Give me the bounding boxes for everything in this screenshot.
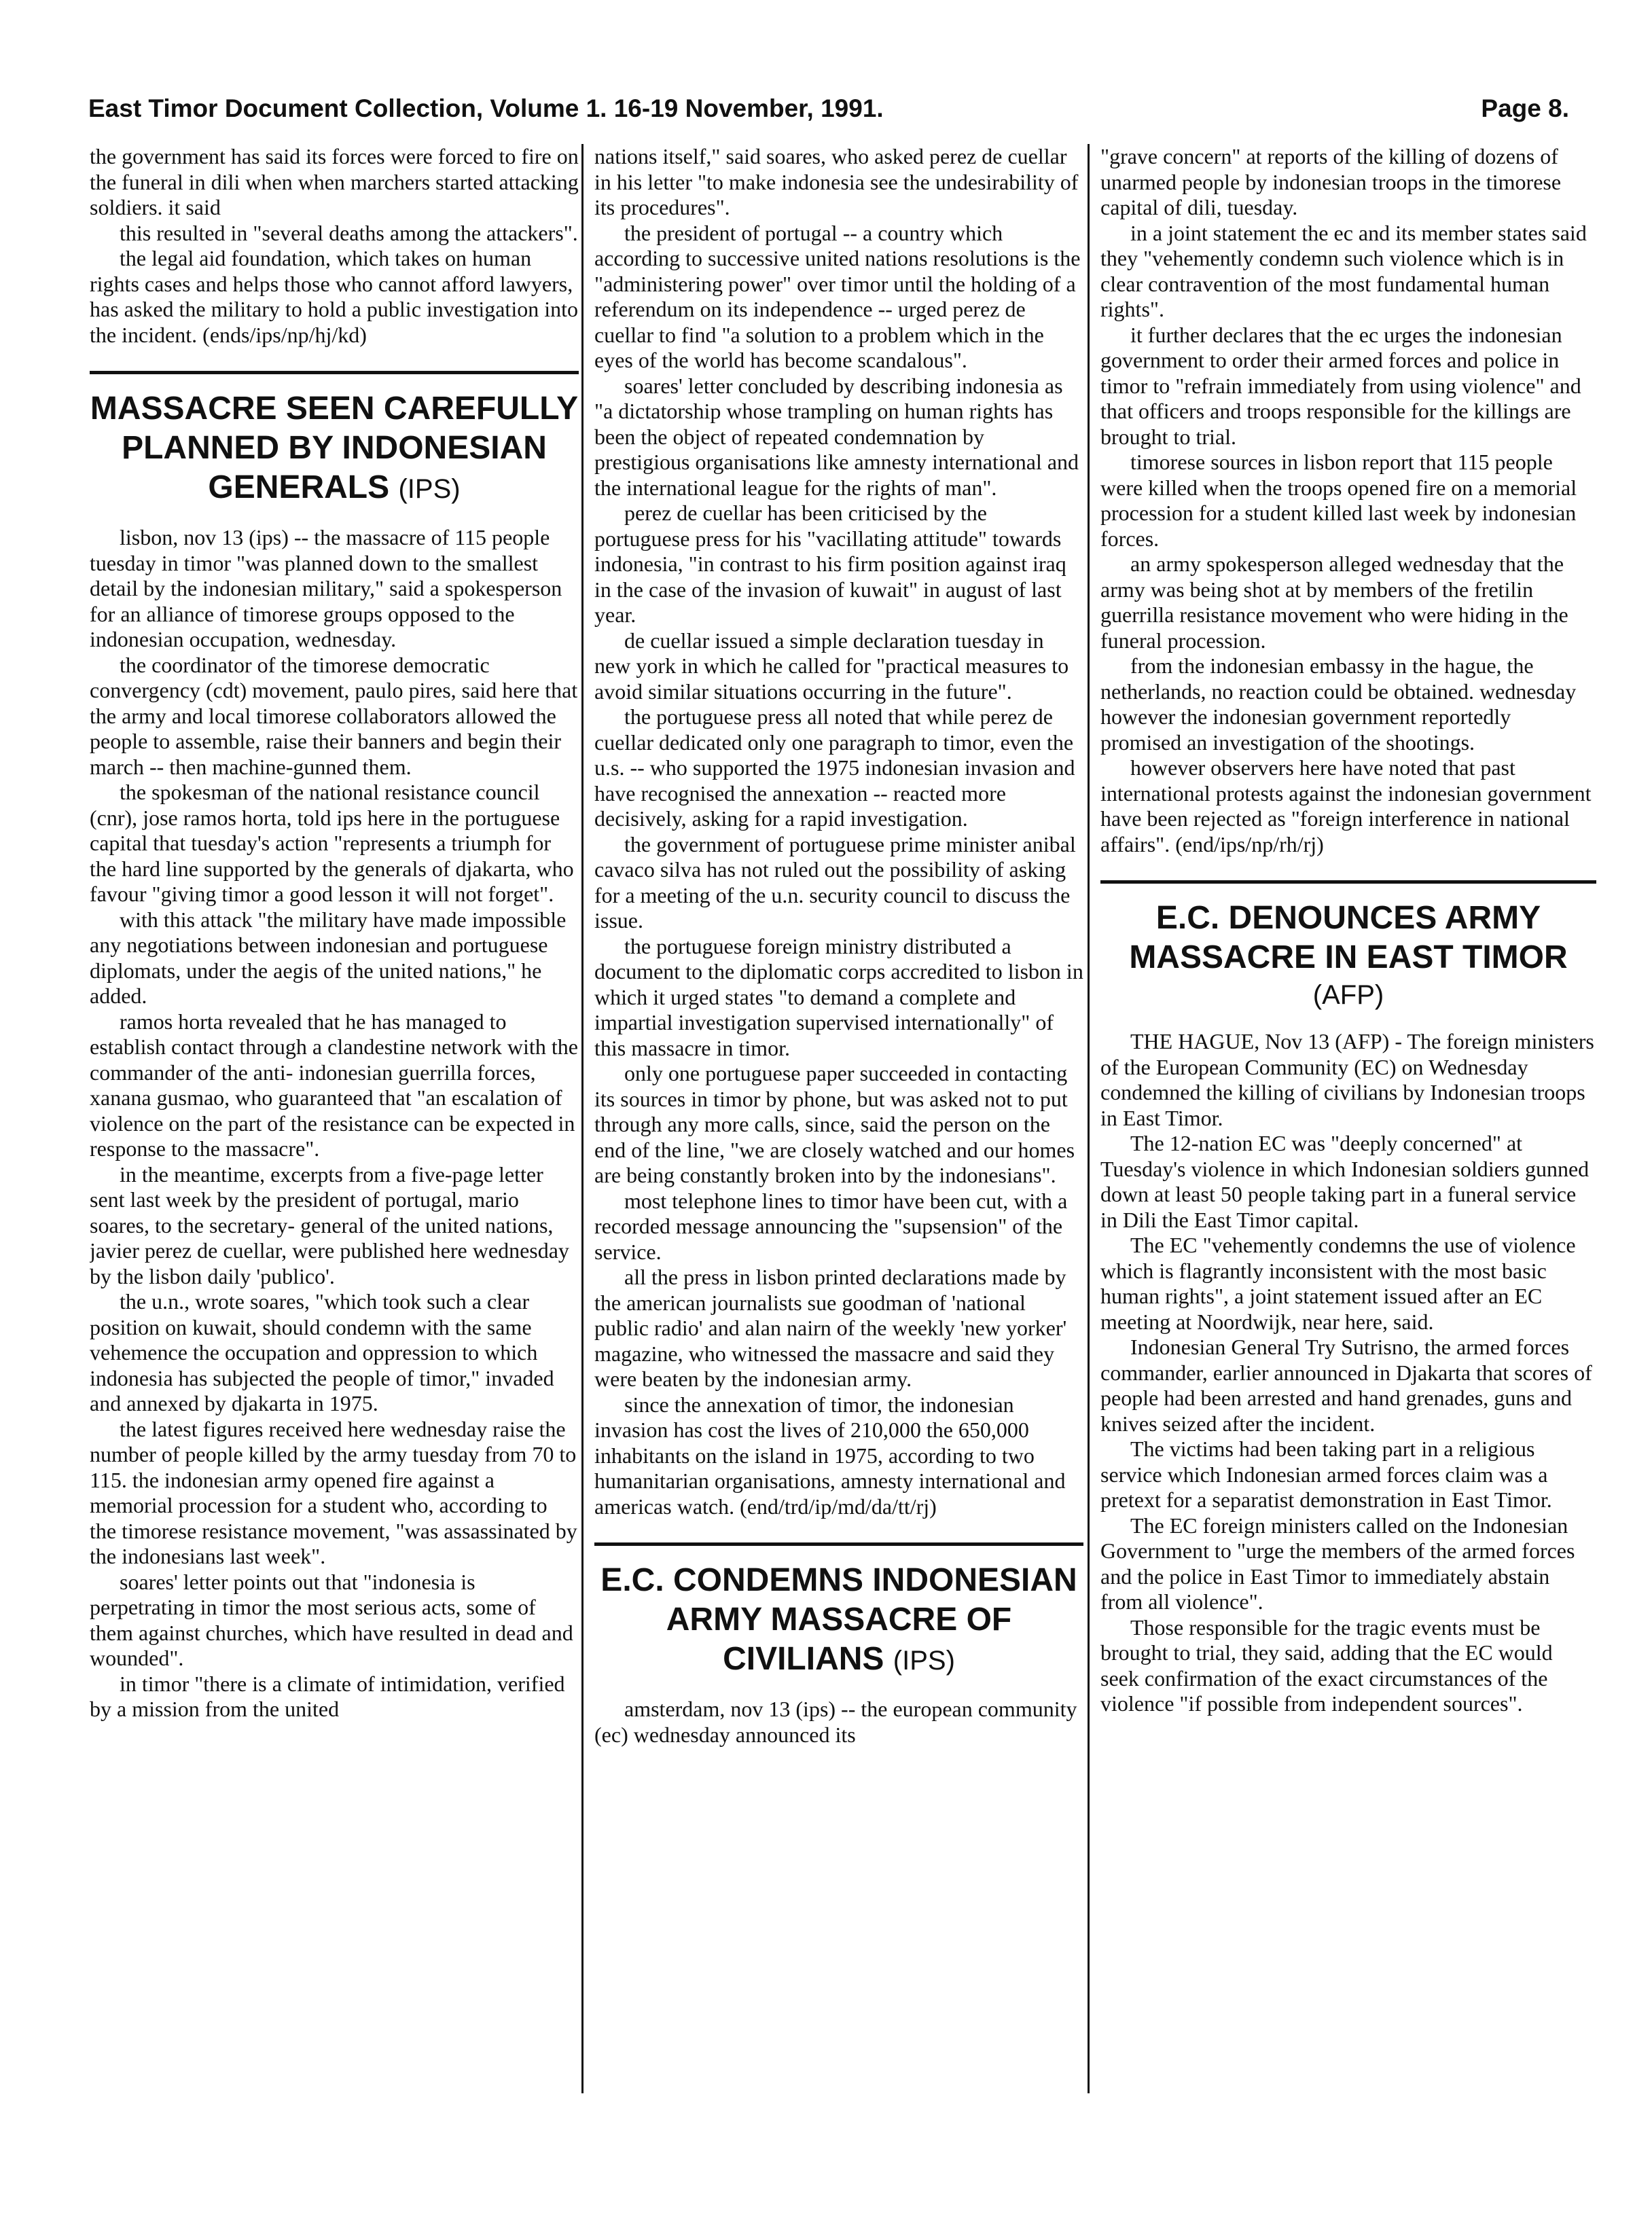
headline-text: E.C. DENOUNCES ARMY MASSACRE IN EAST TIMOR <box>1129 900 1568 975</box>
paragraph: soares' letter concluded by describing indonesia as "a dictatorship whose trampling on human rights has been the object of repeated condemnation by prestigious organisations like amnesty international and the international league for the rights of man". <box>594 373 1079 500</box>
column-2 <box>594 144 1083 2148</box>
paragraph: the government of portuguese prime minister anibal cavaco silva has not ruled out the possibility of asking for a meeting of the u.n. security council to discuss the issue. <box>594 831 1076 933</box>
paragraph: the legal aid foundation, which takes on human rights cases and helps those who cannot afford lawyers, has asked the military to hold a public investigation into the incident. (ends/ips/np/hj/kd) <box>90 246 578 347</box>
paragraph: timorese sources in lisbon report that 115 people were killed when the troops opened fire on a memorial procession for a student killed last week by indonesian forces. <box>1100 450 1577 551</box>
paragraph: the latest figures received here wednesday raise the number of people killed by the army tuesday from 70 to 115. the indonesian army opened fire against a memorial procession for a student who, according to the timorese resistance movement, "was assassinated by the indonesians last week". <box>90 1416 577 1568</box>
paragraph: from the indonesian embassy in the hague, the netherlands, no reaction could be obtained. wednesday however the indonesian government reportedly promised an investigation of the shootings. <box>1100 653 1577 755</box>
paragraph: THE HAGUE, Nov 13 (AFP) - The foreign ministers of the European Community (EC) on Wednesday condemned the killing of civilians by Indonesian troops in East Timor. <box>1100 1029 1594 1130</box>
section-rule <box>594 1542 1083 1546</box>
paragraph: perez de cuellar has been criticised by the portuguese press for his "vacillating attitude" towards indonesia, "in contrast to his firm position against iraq in the case of the invasion of kuwait" in august of last year. <box>594 501 1066 627</box>
paragraph: since the annexation of timor, the indonesian invasion has cost the lives of 210,000 the 650,000 inhabitants on the island in 1975, according to two humanitarian organisations, amnesty international and americas watch. (end/trd/ip/md/da/tt/rj) <box>594 1392 1066 1519</box>
running-header <box>88 88 1569 129</box>
paragraph: however observers here have noted that past international protests against the indonesian government have been rejected as "foreign interference in national affairs". (end/ips/np/rh/rj) <box>1100 755 1592 856</box>
column-divider <box>1088 144 1090 2093</box>
column-1 <box>90 144 579 2148</box>
paragraph: with this attack "the military have made impossible any negotiations between indonesian and portuguese diplomats, under the aegis of the united nations," he added. <box>90 907 567 1008</box>
headline-source: (IPS) <box>398 474 461 504</box>
paragraph: the president of portugal -- a country which according to successive united nations resolutions is the "administering power" over timor until the holding of a referendum on its independence -- urged perez de cuellar to find "a solution to a problem which in the eyes of the world has become scandalous". <box>594 220 1081 372</box>
paragraph: the spokesman of the national resistance council (cnr), jose ramos horta, told ips here in the portuguese capital that tuesday's action "represents a triumph for the hard line supported by the generals of djakarta, who favour "giving timor a good lesson it will not forget". <box>90 780 574 906</box>
article-body <box>90 525 579 1722</box>
paragraph: The victims had been taking part in a religious service which Indonesian armed forces claim was a pretext for a separatist demonstration in East Timor. <box>1100 1437 1552 1512</box>
paragraph: amsterdam, nov 13 (ips) -- the european community (ec) wednesday announced its <box>594 1697 1077 1747</box>
paragraph: ramos horta revealed that he has managed to establish contact through a clandestine network with the commander of the anti- indonesian guerrilla forces, xanana gusmao, who guaranteed that "an escalation of violence on the part of the resistance can be expected in response to the massacre". <box>90 1009 578 1161</box>
page-number: Page 8. <box>1481 94 1569 122</box>
paragraph: the government has said its forces were forced to fire on the funeral in dili when when marchers started attacking soldiers. it said <box>90 144 579 219</box>
paragraph: in timor "there is a climate of intimidation, verified by a mission from the united <box>90 1671 565 1721</box>
paragraph: it further declares that the ec urges the indonesian government to order their armed forces and police in timor to "refrain immediately from using violence" and that officers and troops responsible for the killings are brought to trial. <box>1100 322 1581 449</box>
paragraph: the u.n., wrote soares, "which took such a clear position on kuwait, should condemn with the same vehemence the occupation and oppression to which indonesia has subjected the people of timor," invaded and annexed by djakarta in 1975. <box>90 1289 554 1415</box>
paragraph: this resulted in "several deaths among the attackers". <box>120 220 578 245</box>
paragraph: nations itself," said soares, who asked perez de cuellar in his letter "to make indonesia see the undesirability of its procedures". <box>594 144 1079 219</box>
article-headline <box>90 389 579 509</box>
paragraph: The EC "vehemently condemns the use of violence which is flagrantly inconsistent with the most basic human rights", a joint statement issued after an EC meeting at Noordwijk, near here, said. <box>1100 1233 1576 1334</box>
section-rule <box>90 371 579 374</box>
article-headline <box>1100 899 1596 1013</box>
paragraph: most telephone lines to timor have been cut, with a recorded message announcing the "supsension" of the service. <box>594 1188 1068 1264</box>
paragraph: de cuellar issued a simple declaration tuesday in new york in which he called for "practical measures to avoid similar situations occurring in the future". <box>594 628 1069 704</box>
paragraph: all the press in lisbon printed declarations made by the american journalists sue goodman of 'national public radio' and alan nairn of the weekly 'new yorker' magazine, who witnessed the massacre and said they were beaten by the indonesian army. <box>594 1265 1067 1391</box>
section-rule <box>1100 880 1596 884</box>
paragraph: The EC foreign ministers called on the Indonesian Government to "urge the members of the armed forces and the police in East Timor to immediately abstain from all violence". <box>1100 1513 1575 1614</box>
headline-source: (AFP) <box>1312 980 1384 1010</box>
article-headline <box>594 1561 1083 1680</box>
paragraph: Those responsible for the tragic events must be brought to trial, they said, adding that the EC would seek confirmation of the exact circumstances of the violence "if possible from independent sources". <box>1100 1614 1553 1716</box>
paragraph: the coordinator of the timorese democratic convergency (cdt) movement, paulo pires, said here that the army and local timorese collaborators allowed the people to assemble, raise their banners and begin their march -- then machine-gunned them. <box>90 652 578 779</box>
paragraph: an army spokesperson alleged wednesday that the army was being shot at by members of the fretilin guerrilla resistance movement who were hiding in the funeral procession. <box>1100 552 1568 653</box>
paragraph: "grave concern" at reports of the killing of dozens of unarmed people by indonesian troops in the timorese capital of dili, tuesday. <box>1100 144 1562 219</box>
paragraph: soares' letter points out that "indonesia is perpetrating in timor the most serious acts, some of them against churches, which have resulted in dead and wounded". <box>90 1569 573 1670</box>
column-divider <box>581 144 583 2093</box>
paragraph: in the meantime, excerpts from a five-page letter sent last week by the president of portugal, mario soares, to the secretary- general of the united nations, javier perez de cuellar, were published here wednesday by the lisbon daily 'publico'. <box>90 1161 569 1288</box>
headline-source: (IPS) <box>893 1646 955 1676</box>
headline-text: MASSACRE SEEN CAREFULLY PLANNED BY INDONESIAN GENERALS <box>90 391 579 505</box>
paragraph: in a joint statement the ec and its member states said they "vehemently condemn such violence which is in clear contravention of the most fundamental human rights". <box>1100 220 1587 321</box>
column-3 <box>1100 144 1596 2148</box>
paragraph: the portuguese foreign ministry distributed a document to the diplomatic corps accredited to lisbon in which it urged states "to demand a complete and impartial investigation supervised internationally" of this massacre in timor. <box>594 933 1083 1060</box>
collection-title: East Timor Document Collection, Volume 1. 16-19 November, 1991. <box>88 94 884 122</box>
paragraph: only one portuguese paper succeeded in contacting its sources in timor by phone, but was asked not to put through any more calls, since, said the person on the end of the line, "we are closely watched and our homes are being constantly broken into by the indonesians". <box>594 1061 1075 1187</box>
paragraph: the portuguese press all noted that while perez de cuellar dedicated only one paragraph to timor, even the u.s. -- who supported the 1975 indonesian invasion and have recognised the annexation -- reacted more decisively, asking for a rapid investigation. <box>594 704 1075 831</box>
headline-text: E.C. CONDEMNS INDONESIAN ARMY MASSACRE OF CIVILIANS <box>600 1562 1077 1677</box>
paragraph: Indonesian General Try Sutrisno, the armed forces commander, earlier announced in Djakarta that scores of people had been arrested and hand grenades, guns and knives seized after the incident. <box>1100 1335 1592 1436</box>
paragraph: lisbon, nov 13 (ips) -- the massacre of 115 people tuesday in timor "was planned down to the smallest detail by the indonesian military," said a spokesperson for an alliance of timorese groups opposed to the indonesian occupation, wednesday. <box>90 525 562 651</box>
paragraph: The 12-nation EC was "deeply concerned" at Tuesday's violence in which Indonesian soldiers gunned down at least 50 people taking part in a funeral service in Dili the East Timor capital. <box>1100 1131 1590 1232</box>
